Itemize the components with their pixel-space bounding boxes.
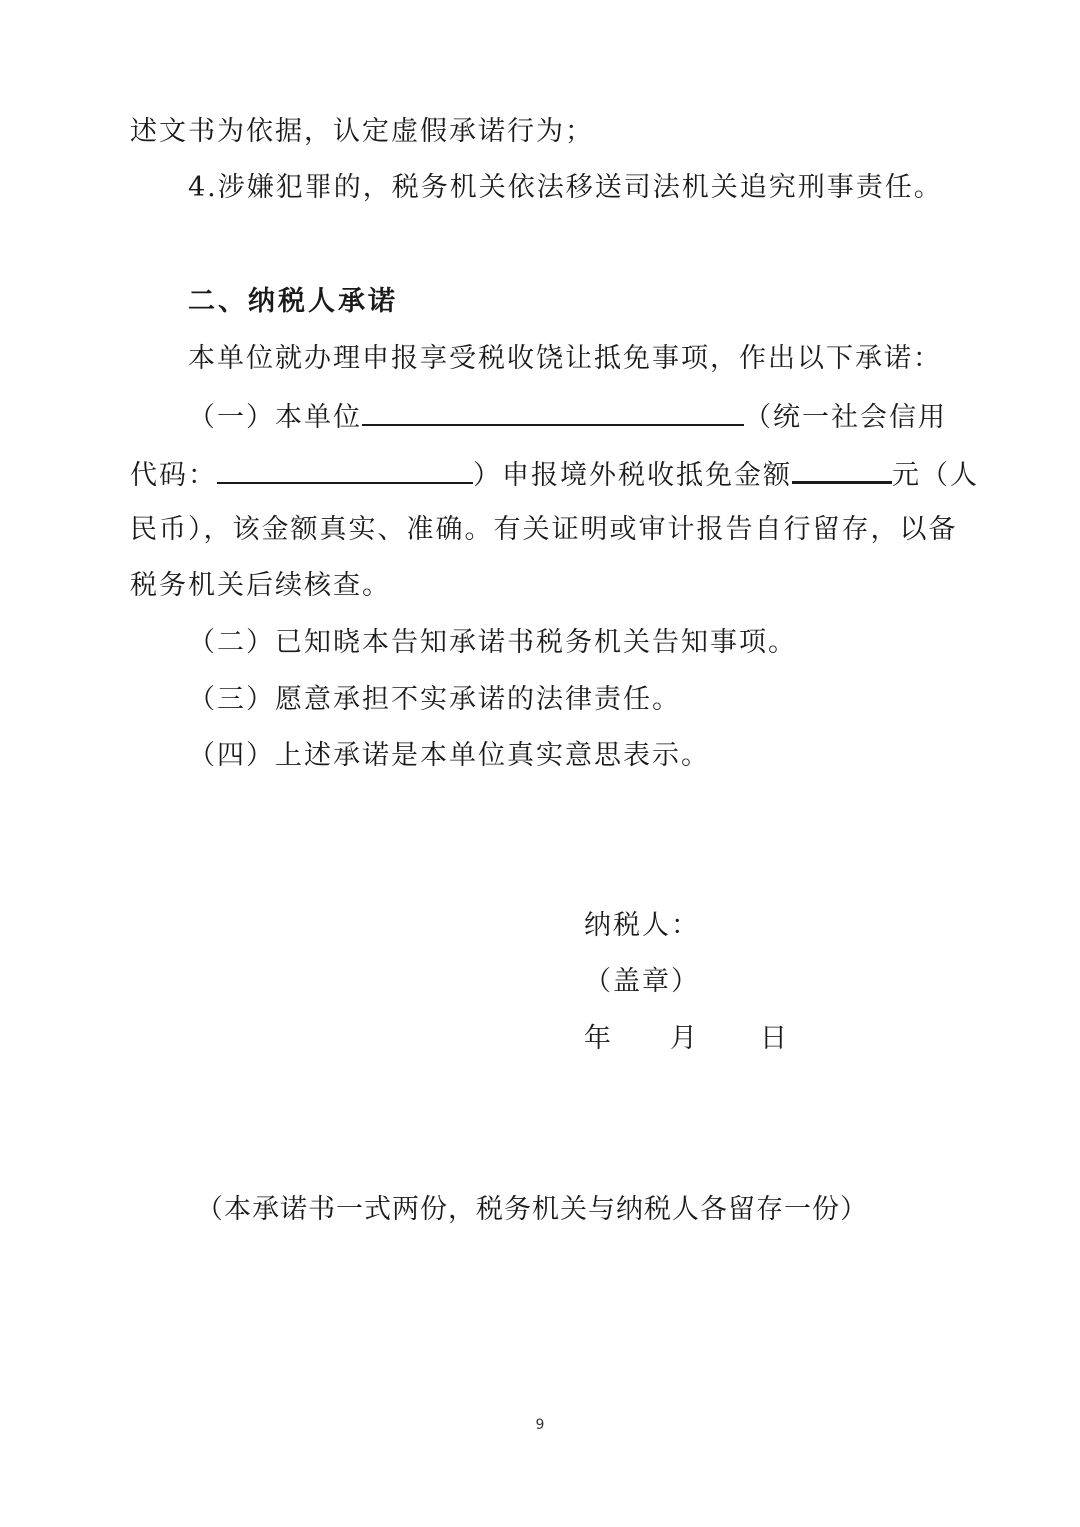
footer-note: （本承诺书一式两份，税务机关与纳税人各留存一份）	[196, 1194, 868, 1225]
code-label: 代码：	[130, 460, 217, 491]
taxpayer-label: 纳税人：	[584, 910, 700, 941]
commitment-item-4: （四）上述承诺是本单位真实意思表示。	[188, 740, 710, 771]
credit-code-blank[interactable]	[217, 454, 473, 484]
entity-name-blank[interactable]	[362, 396, 744, 426]
commitment-item-1-line-1	[188, 396, 947, 438]
criminal-liability-item: 4.涉嫌犯罪的，税务机关依法移送司法机关追究刑事责任。	[188, 172, 943, 203]
continued-paragraph-line: 述文书为依据，认定虚假承诺行为；	[130, 116, 594, 147]
commitment-item-1-line-4: 税务机关后续核查。	[130, 570, 391, 601]
amount-blank[interactable]	[792, 453, 892, 484]
date-year-label: 年	[584, 1023, 613, 1054]
item-1-prefix: （一）本单位	[188, 402, 362, 433]
currency-label: 元（人	[892, 460, 979, 491]
section-heading: 二、纳税人承诺	[188, 286, 398, 317]
commitment-item-1-line-2	[130, 453, 979, 496]
amount-label: ）申报境外税收抵免金额	[473, 460, 792, 491]
seal-label: （盖章）	[584, 966, 700, 997]
page-number: 9	[535, 1417, 545, 1433]
date-day-label: 日	[760, 1023, 789, 1054]
commitment-item-3: （三）愿意承担不实承诺的法律责任。	[188, 684, 681, 715]
section-intro: 本单位就办理申报享受税收饶让抵免事项，作出以下承诺：	[188, 343, 942, 374]
commitment-item-2: （二）已知晓本告知承诺书税务机关告知事项。	[188, 627, 797, 658]
commitment-item-1-line-3: 民币），该金额真实、准确。有关证明或审计报告自行留存，以备	[130, 514, 958, 545]
date-month-label: 月	[670, 1023, 699, 1054]
item-1-credit-code-label: （统一社会信用	[744, 402, 947, 433]
